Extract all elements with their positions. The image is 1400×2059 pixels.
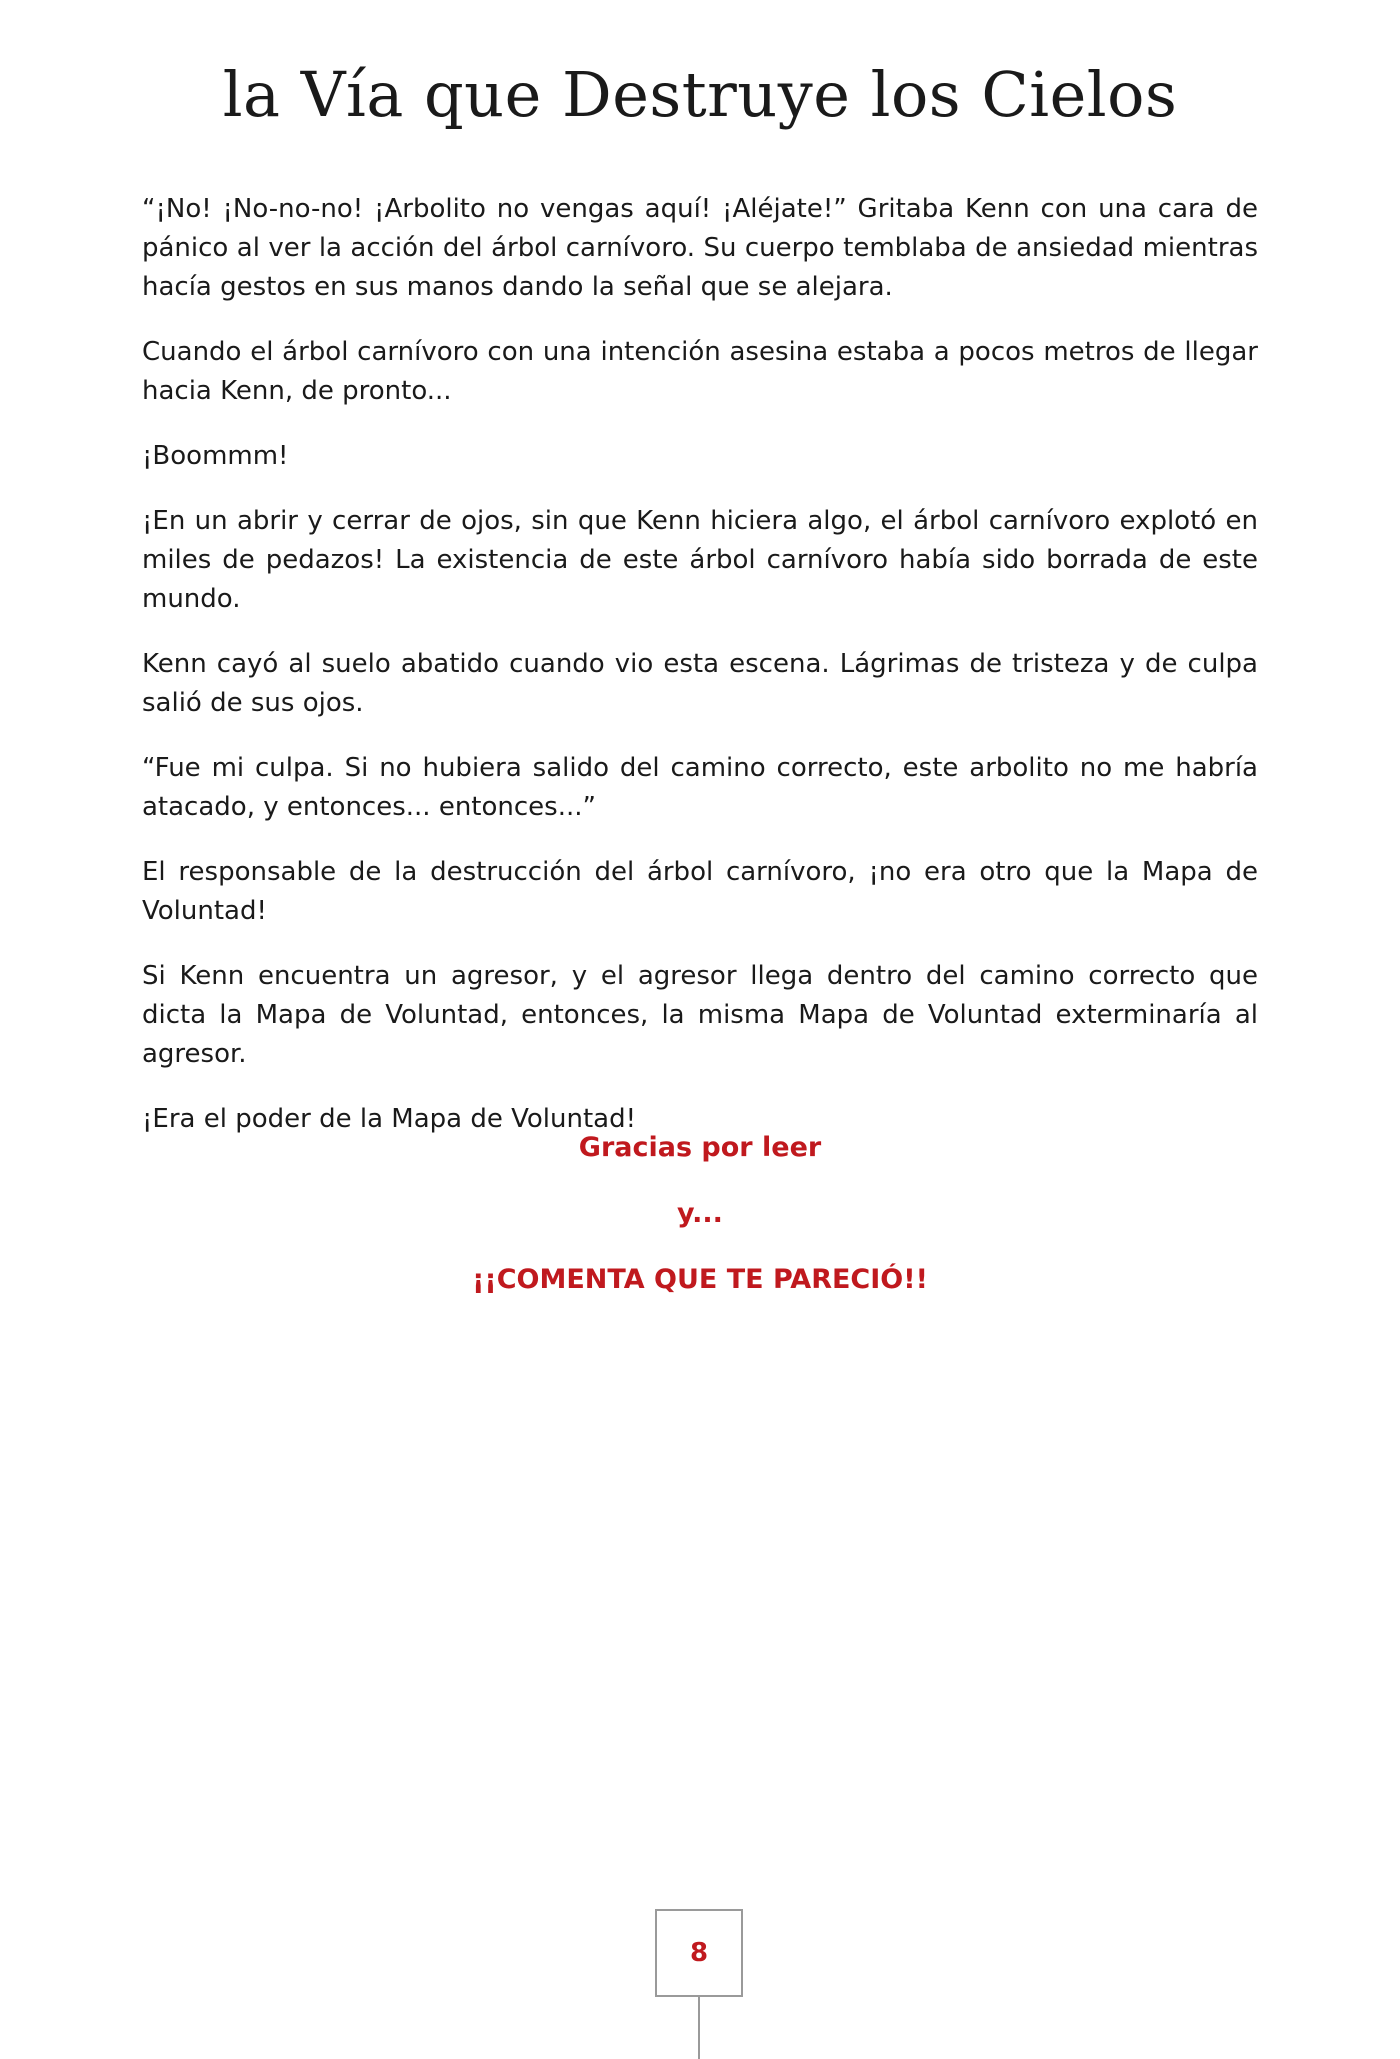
body-text — [142, 190, 1258, 1165]
paragraph: ¡Era el poder de la Mapa de Voluntad! — [142, 1104, 637, 1134]
paragraph: Kenn cayó al suelo abatido cuando vio esta escena. Lágrimas de tristeza y de culpa salió de sus ojos. — [142, 649, 1258, 718]
paragraph: Si Kenn encuentra un agresor, y el agresor llega dentro del camino correcto que dicta la Mapa de Voluntad, entonces, la misma Mapa de Voluntad exterminaría al agresor. — [142, 961, 1258, 1069]
paragraph: El responsable de la destrucción del árbol carnívoro, ¡no era otro que la Mapa de Voluntad! — [142, 857, 1258, 926]
closing-comment-request: ¡¡COMENTA QUE TE PARECIÓ!! — [472, 1264, 928, 1295]
paragraph: ¡Boommm! — [142, 441, 289, 471]
closing-and: y... — [677, 1198, 723, 1229]
page-title: la Vía que Destruye los Cielos — [222, 58, 1178, 131]
page-number-stem — [698, 1997, 700, 2059]
paragraph: “¡No! ¡No-no-no! ¡Arbolito no vengas aquí! ¡Aléjate!” Gritaba Kenn con una cara de pánico al ver la acción del árbol carnívoro. Su cuerpo temblaba de ansiedad mientras hacía gestos en sus manos dando la señal que se alejara. — [142, 194, 1258, 302]
closing-thanks: Gracias por leer — [578, 1132, 822, 1163]
paragraph: ¡En un abrir y cerrar de ojos, sin que Kenn hiciera algo, el árbol carnívoro explotó en miles de pedazos! La existencia de este árbol carnívoro había sido borrada de este mundo. — [142, 506, 1258, 614]
closing-message — [0, 1124, 1400, 1322]
paragraph: “Fue mi culpa. Si no hubiera salido del camino correcto, este arbolito no me habría atacado, y entonces... entonces...” — [142, 753, 1258, 822]
page-number: 8 — [655, 1909, 743, 1997]
paragraph: Cuando el árbol carnívoro con una intención asesina estaba a pocos metros de llegar hacia Kenn, de pronto... — [142, 337, 1258, 406]
